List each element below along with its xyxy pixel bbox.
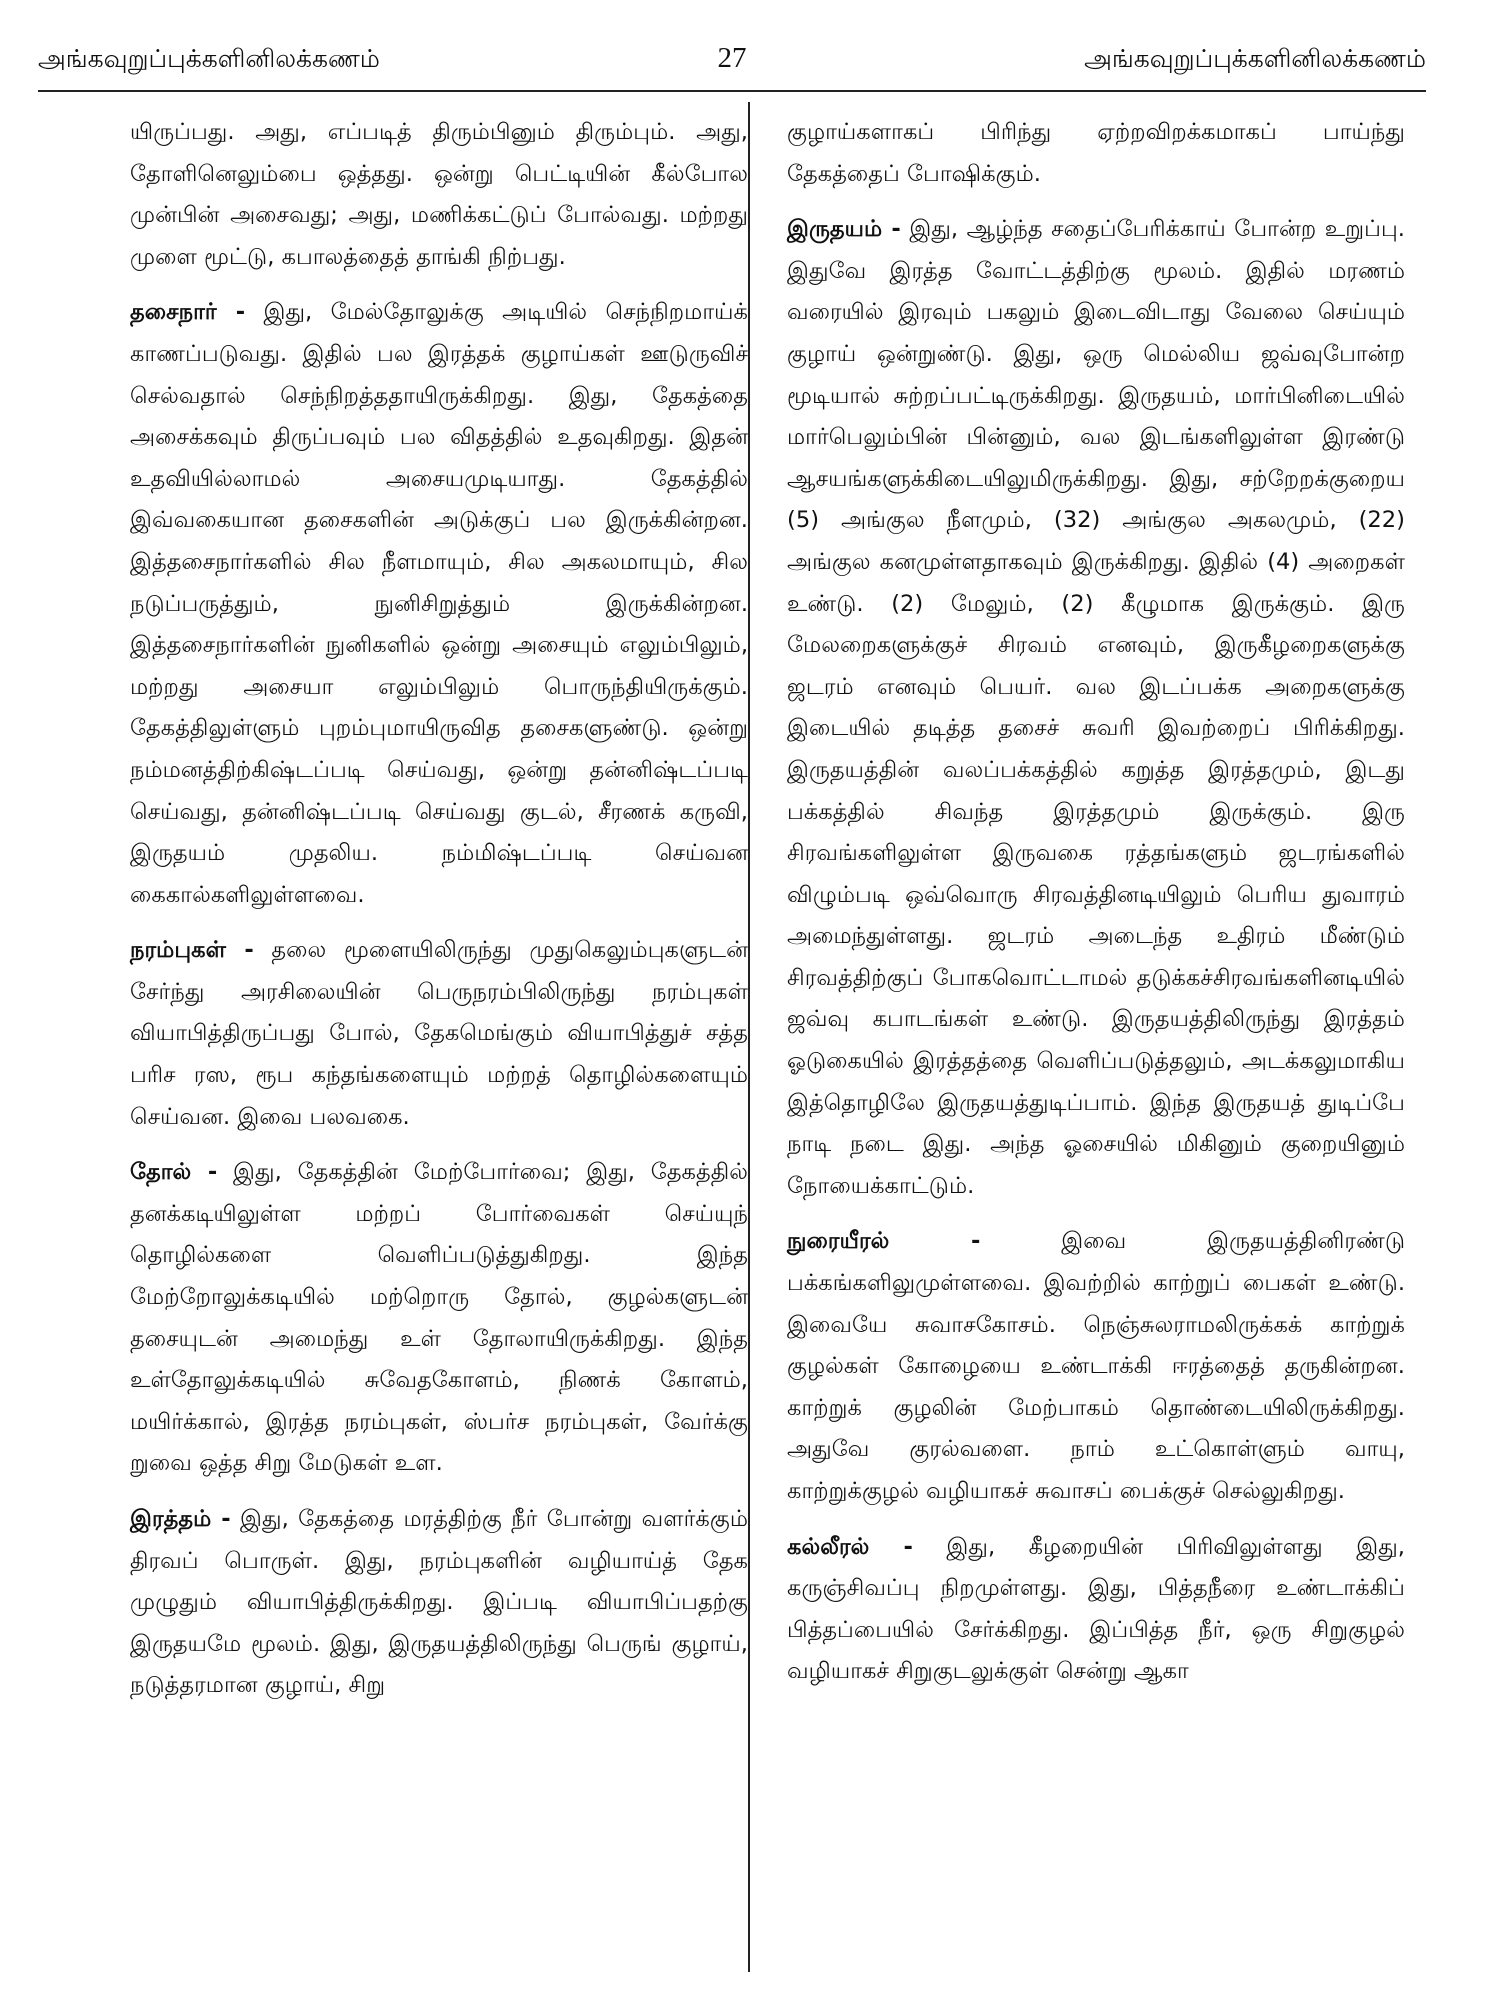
paragraph-text: இது, தேகத்தின் மேற்போர்வை; இது, தேகத்தில் தனக்கடியிலுள்ள மற்றப் போர்வைகள் செய்யுந் தொழில்களை வெளிப்படுத்துகிறது. இந்த மேற்றோலுக்கடியில் மற்றொரு தோல், குழல்களுடன் தசையுடன் அமைந்து உள் தோலாயிருக்கிறது. இந்த உள்தோலுக்கடியில் சுவேதகோளம், நிணக் கோளம், மயிர்க்கால், இரத்த நரம்புகள், ஸ்பர்ச நரம்புகள், வேர்க்கு றுவை ஒத்த சிறு மேடுகள் உள.	[130, 1159, 748, 1477]
page-header	[38, 40, 1426, 80]
term-heading: தோல் -	[130, 1159, 218, 1186]
term-heading: நரம்புகள் -	[130, 937, 254, 964]
header-rule	[38, 90, 1426, 92]
paragraph-skin	[130, 1152, 748, 1485]
paragraph-liver	[787, 1527, 1405, 1693]
term-heading: இரத்தம் -	[130, 1506, 231, 1532]
paragraph	[787, 112, 1405, 195]
column-divider	[748, 102, 750, 1972]
paragraph-blood	[130, 1499, 748, 1707]
term-heading: நுரையீரல் -	[787, 1228, 981, 1255]
paragraph-text: இது, தேகத்தை மரத்திற்கு நீர் போன்று வளர்க்கும் திரவப் பொருள். இது, நரம்புகளின் வழியாய்த் தேக முழுதும் வியாபித்திருக்கிறது. இப்படி வியாபிப்பதற்கு இருதயமே மூலம். இது, இருதயத்திலிருந்து பெருங் குழாய், நடுத்தரமான குழாய், சிறு	[130, 1506, 748, 1699]
running-title-right: அங்கவுறுப்புக்களினிலக்கணம்	[1084, 44, 1426, 73]
term-heading: இருதயம் -	[787, 216, 901, 243]
paragraph-text: இது, ஆழ்ந்த சதைப்பேரிக்காய் போன்ற உறுப்பு. இதுவே இரத்த வோட்டத்திற்கு மூலம். இதில் மரணம் வரையில் இரவும் பகலும் இடைவிடாது வேலை செய்யும் குழாய் ஒன்றுண்டு. இது, ஒரு மெல்லிய ஜவ்வுபோன்ற மூடியால் சுற்றப்பட்டிருக்கிறது. இருதயம், மார்பினிடையில் மார்பெலும்பின் பின்னும், வல இடங்களிலுள்ள இரண்டு ஆசயங்களுக்கிடையிலுமிருக்கிறது. இது, சற்றேறக்குறைய (5) அங்குல நீளமும், (32) அங்குல அகலமும், (22) அங்குல கனமுள்ளதாகவும் இருக்கிறது. இதில் (4) அறைகள் உண்டு. (2) மேலும், (2) கீழுமாக இருக்கும். இரு மேலறைகளுக்குச் சிரவம் எனவும், இருகீழறைகளுக்கு ஜடரம் எனவும் பெயர். வல இடப்பக்க அறைகளுக்கு இடையில் தடித்த தசைச் சுவரி இவற்றைப் பிரிக்கிறது. இருதயத்தின் வலப்பக்கத்தில் கறுத்த இரத்தமும், இடது பக்கத்தில் சிவந்த இரத்தமும் இருக்கும். இரு சிரவங்களிலுள்ள இருவகை ரத்தங்களும் ஜடரங்களில் விழும்படி ஒவ்வொரு சிரவத்தினடியிலும் பெரிய துவாரம் அமைந்துள்ளது. ஜடரம் அடைந்த உதிரம் மீண்டும் சிரவத்திற்குப் போகவொட்டாமல் தடுக்கச்சிரவங்களினடியில் ஜவ்வு கபாடங்கள் உண்டு. இருதயத்திலிருந்து இரத்தம் ஓடுகையில் இரத்தத்தை வெளிப்படுத்தலும், அடக்கலுமாகிய இத்தொழிலே இருதயத்துடிப்பாம். இந்த இருதயத் துடிப்பே நாடி நடை இது. அந்த ஓசையில் மிகினும் குறையினும் நோயைக்காட்டும்.	[787, 216, 1405, 1199]
paragraph-heart	[787, 209, 1405, 1207]
paragraph-text: இது, மேல்தோலுக்கு அடியில் செந்நிறமாய்க் காணப்படுவது. இதில் பல இரத்தக் குழாய்கள் ஊடுருவிச் செல்வதால் செந்நிறத்ததாயிருக்கிறது. இது, தேகத்தை அசைக்கவும் திருப்பவும் பல விதத்தில் உதவுகிறது. இதன் உதவியில்லாமல் அசையமுடியாது. தேகத்தில் இவ்வகையான தசைகளின் அடுக்குப் பல இருக்கின்றன. இத்தசைநார்களில் சில நீளமாயும், சில அகலமாயும், சில நடுப்பருத்தும், நுனிசிறுத்தும் இருக்கின்றன. இத்தசைநார்களின் நுனிகளில் ஒன்று அசையும் எலும்பிலும், மற்றது அசையா எலும்பிலும் பொருந்தியிருக்கும். தேகத்திலுள்ளும் புறம்புமாயிருவித தசைகளுண்டு. ஒன்று நம்மனத்திற்கிஷ்டப்படி செய்வது, ஒன்று தன்னிஷ்டப்படி செய்வது, தன்னிஷ்டப்படி செய்வது குடல், சீரணக் கருவி, இருதயம் முதலிய. நம்மிஷ்டப்படி செய்வன கைகால்களிலுள்ளவை.	[130, 299, 748, 908]
paragraph	[130, 112, 748, 278]
paragraph-text: இவை இருதயத்தினிரண்டு பக்கங்களிலுமுள்ளவை. இவற்றில் காற்றுப் பைகள் உண்டு. இவையே சுவாசகோசம். நெஞ்சுலராமலிருக்கக் காற்றுக் குழல்கள் கோழையை உண்டாக்கி ஈரத்தைத் தருகின்றன. காற்றுக் குழலின் மேற்பாகம் தொண்டையிலிருக்கிறது. அதுவே குரல்வளை. நாம் உட்கொள்ளும் வாயு, காற்றுக்குழல் வழியாகச் சுவாசப் பைக்குச் செல்லுகிறது.	[787, 1228, 1405, 1504]
paragraph-nerves	[130, 930, 748, 1138]
paragraph-text: யிருப்பது. அது, எப்படித் திரும்பினும் திரும்பும். அது, தோளினெலும்பை ஒத்தது. ஒன்று பெட்டியின் கீல்போல முன்பின் அசைவது; அது, மணிக்கட்டுப் போல்வது. மற்றது முளை மூட்டு, கபாலத்தைத் தாங்கி நிற்பது.	[130, 119, 748, 270]
running-title-left: அங்கவுறுப்புக்களினிலக்கணம்	[38, 44, 380, 73]
left-column	[130, 112, 748, 1721]
paragraph-text: குழாய்களாகப் பிரிந்து ஏற்றவிறக்கமாகப் பாய்ந்து தேகத்தைப் போஷிக்கும்.	[787, 119, 1405, 187]
paragraph-text: இது, கீழறையின் பிரிவிலுள்ளது இது, கருஞ்சிவப்பு நிறமுள்ளது. இது, பித்தநீரை உண்டாக்கிப் பித்தப்பையில் சேர்க்கிறது. இப்பித்த நீர், ஒரு சிறுகுழல் வழியாகச் சிறுகுடலுக்குள் சென்று ஆகா	[787, 1533, 1405, 1685]
term-heading: கல்லீரல் -	[787, 1533, 913, 1560]
right-column	[787, 112, 1405, 1707]
page-number: 27	[717, 42, 747, 74]
paragraph-lungs	[787, 1221, 1405, 1512]
term-heading: தசைநார் -	[130, 299, 246, 326]
paragraph-text: தலை மூளையிலிருந்து முதுகெலும்புகளுடன் சேர்ந்து அரசிலையின் பெருநரம்பிலிருந்து நரம்புகள் வியாபித்திருப்பது போல், தேகமெங்கும் வியாபித்துச் சத்த பரிச ரஸ, ரூப கந்தங்களையும் மற்றத் தொழில்களையும் செய்வன. இவை பலவகை.	[130, 937, 748, 1130]
paragraph-muscle	[130, 292, 748, 916]
